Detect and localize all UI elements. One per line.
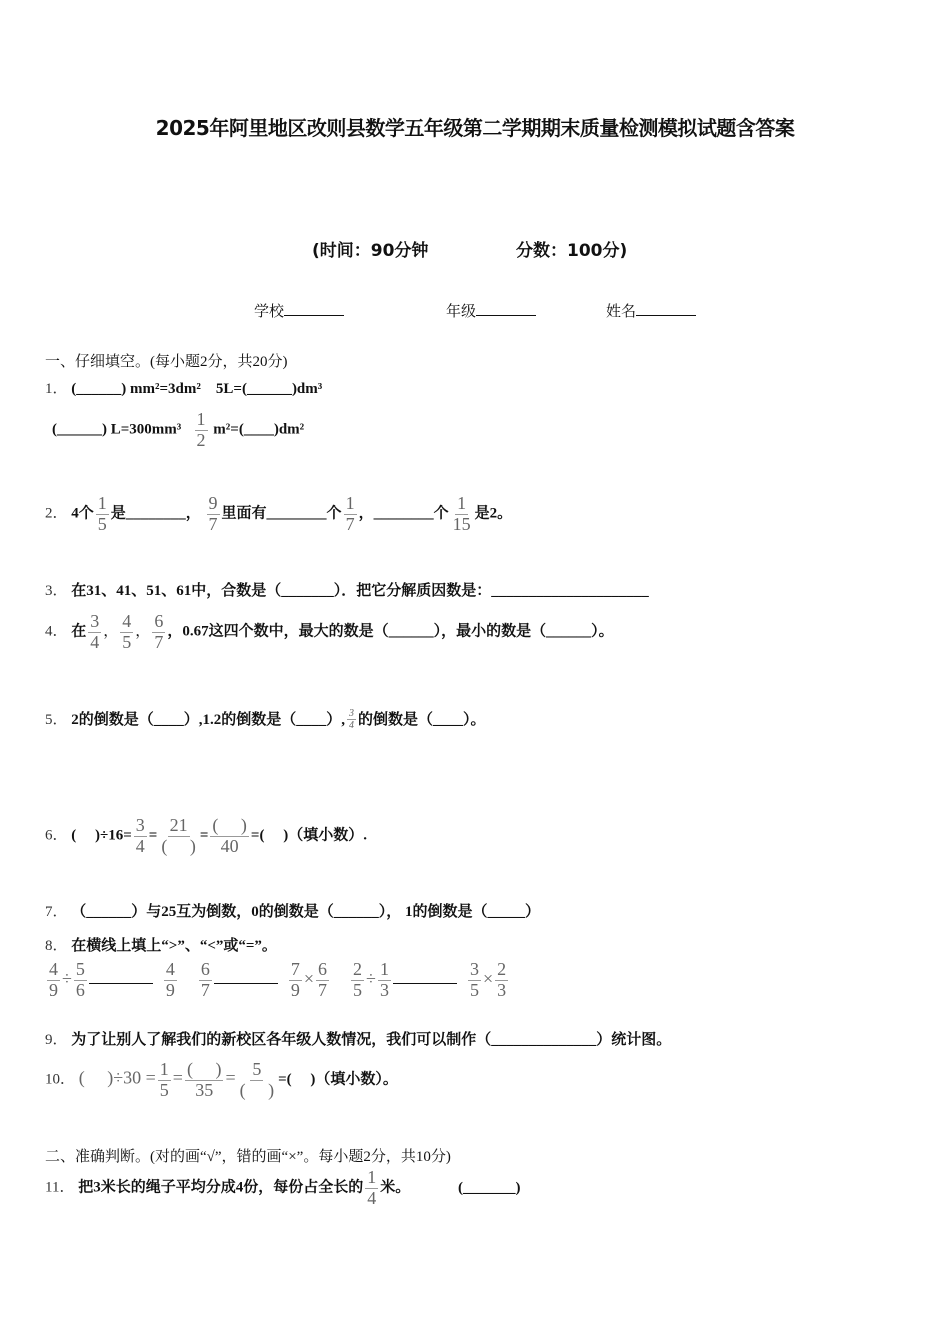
question-5: 5． 2的倒数是（____）,1.2的倒数是（____）, $\frac{3}{4}$ 的倒数是（____）。 — [45, 708, 486, 731]
question-1-line-2: (______) L=300mm³ $\frac{1}{2}$ m²=(____)dm² — [52, 409, 305, 450]
question-1-line-1: 1． (______) mm²=3dm² 5L=(______)dm³ — [45, 381, 323, 397]
question-3: 3． 在31、41、51、61中，合数是（_______）．把它分解质因数是：_____________________ — [45, 583, 649, 599]
score-label: 分数：100分) — [516, 241, 628, 261]
answer-blank[interactable]: (_______) — [457, 1179, 521, 1196]
section-heading-2: 二、准确判断。(对的画“√”，错的画“×”。每小题2分，共10分) — [45, 1149, 451, 1165]
fraction: $\frac{1}{2}$ — [196, 409, 206, 450]
question-2: 2． 4个 $\frac{1}{5}$ 是________， $\frac{9}{7}$ 里面有________个 $\frac{1}{7}$ ，________个 $\frac{1}{15}$ 是2。 — [45, 493, 513, 534]
document-title: 2025年阿里地区改则县数学五年级第二学期期末质量检测模拟试题含答案 — [155, 116, 795, 140]
grade-field[interactable] — [446, 300, 536, 321]
question-8-comparisons: $\frac{4}{9}$ ÷ $\frac{5}{6}$ $\frac{4}{9}$ $\frac{6}{7}$ $\frac{7}{9}$ × $\frac{6}{7}$ $\frac{2}{5}$ ÷ $\frac{1}{3}$ $\frac{3}{5}$ × $\frac{2}{3}$ — [49, 959, 507, 1000]
school-label: 学校 — [254, 302, 285, 320]
time-label: (时间：90分钟 — [312, 241, 429, 261]
question-4: 4． 在 $\frac{3}{4}$ ， $\frac{4}{5}$ ， $\frac{6}{7}$ ，0.67这四个数中，最大的数是（______），最小的数是（______）。 — [45, 611, 614, 652]
section-heading-1: 一、仔细填空。(每小题2分，共20分) — [45, 354, 288, 370]
question-8: 8． 在横线上填上“>”、“<”或“=”。 — [45, 938, 277, 954]
name-label: 姓名 — [606, 302, 637, 320]
question-7: 7． （______）与25互为倒数，0的倒数是（______）， 1的倒数是（_____） — [45, 904, 541, 920]
question-11: 11． 把3米长的绳子平均分成4份，每份占全长的 $\frac{1}{4}$ 米。 (_______) — [45, 1167, 521, 1208]
name-field[interactable] — [606, 300, 696, 321]
school-field[interactable] — [254, 300, 344, 321]
question-10: 10． ( )÷30 = $\frac{1}{5}$ = $\frac{( )}{35}$ = $\frac{5}{( )}$ =( )（填小数）。 — [45, 1059, 398, 1100]
question-9: 9． 为了让别人了解我们的新校区各年级人数情况，我们可以制作（______________）统计图。 — [45, 1032, 672, 1048]
question-6: 6． ( )÷16= $\frac{3}{4}$ = $\frac{21}{( )}$ = $\frac{( )}{40}$ =( )（填小数）. — [45, 815, 367, 856]
grade-label: 年级 — [446, 302, 477, 320]
